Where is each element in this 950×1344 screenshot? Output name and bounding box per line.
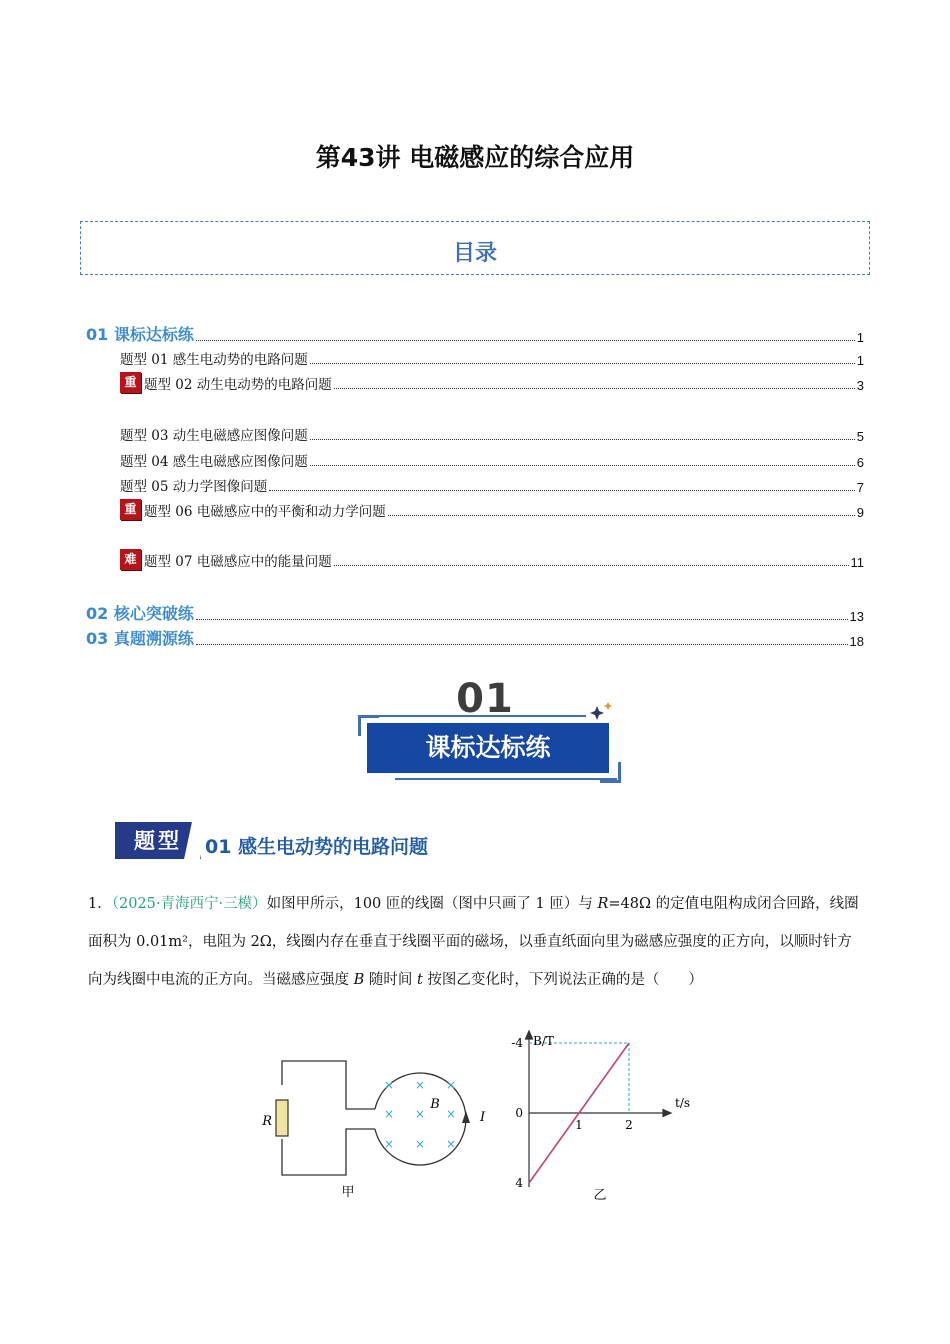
x-axis-label: t/s	[675, 1096, 691, 1110]
toc-item-label: 题型 05 动力学图像问题	[120, 479, 268, 495]
toc-page-number: 1	[856, 353, 864, 368]
toc-page-number: 3	[856, 378, 864, 393]
question-type-title: 01 感生电动势的电路问题	[205, 836, 429, 858]
svg-text:×: ×	[414, 1137, 426, 1151]
toc-section-label: 03 真题溯源练	[86, 629, 194, 648]
question-text	[88, 885, 863, 999]
toc-leader-dots	[334, 565, 849, 566]
toc-page-number: 9	[856, 505, 864, 520]
svg-text:×: ×	[445, 1137, 457, 1151]
toc-page-number: 18	[849, 634, 864, 649]
x-tick-label: 1	[575, 1118, 583, 1132]
svg-text:×: ×	[383, 1137, 395, 1151]
toc-page-number: 7	[856, 480, 864, 495]
question-text-part: 按图乙变化时，下列说法正确的是（ ）	[422, 972, 703, 988]
toc-section-row[interactable]	[86, 601, 864, 624]
section-number: 01	[456, 676, 514, 722]
y-axis-arrow	[526, 1031, 533, 1039]
toc-page-number: 1	[856, 330, 864, 345]
svg-text:×: ×	[383, 1078, 395, 1092]
toc-page-number: 5	[856, 429, 864, 444]
y-axis-label: B/T	[533, 1034, 554, 1048]
banner-bottom-rule	[395, 778, 617, 780]
toc-section-label: 01 课标达标练	[86, 325, 194, 344]
question-text-part: 随时间	[364, 972, 417, 988]
toc-leader-dots	[388, 515, 855, 516]
document-title: 第43讲 电磁感应的综合应用	[315, 143, 635, 172]
key-badge: 重	[120, 499, 141, 520]
toc-item-row[interactable]	[120, 499, 864, 520]
x-tick-label: 2	[625, 1118, 633, 1132]
toc-leader-dots	[196, 644, 848, 645]
bt-graph	[505, 1027, 705, 1209]
toc-item-label: 题型 03 动生电磁感应图像问题	[120, 428, 308, 444]
key-badge: 重	[120, 372, 141, 393]
y-tick-label: -4	[511, 1036, 523, 1050]
toc-item-label: 题型 01 感生电动势的电路问题	[120, 352, 308, 368]
question-source: （2025·青海西宁·三模）	[111, 896, 267, 912]
toc-item-label: 题型 04 感生电磁感应图像问题	[120, 454, 308, 470]
question-text-part: 如图甲所示，100 匝的线圈（图中只画了 1 匝）与	[266, 896, 598, 912]
toc-section-row[interactable]	[86, 626, 864, 649]
toc-item-label: 题型 06 电磁感应中的平衡和动力学问题	[144, 504, 386, 520]
toc-leader-dots	[310, 439, 855, 440]
toc-leader-dots	[196, 340, 855, 341]
toc-item-row[interactable]	[120, 372, 864, 393]
svg-text:×: ×	[383, 1107, 395, 1121]
figure-caption: 甲	[341, 1185, 355, 1200]
toc-item-row[interactable]	[120, 475, 864, 495]
field-label: B	[430, 1097, 440, 1112]
svg-text:×: ×	[414, 1107, 426, 1121]
resistor-symbol	[276, 1100, 288, 1136]
y-tick-label: 0	[515, 1106, 523, 1120]
toc-leader-dots	[310, 363, 855, 364]
toc-page-number: 11	[850, 555, 864, 570]
svg-text:×: ×	[445, 1107, 457, 1121]
question-type-tag: 题型	[115, 822, 201, 859]
toc-item-label: 题型 02 动生电动势的电路问题	[144, 377, 332, 393]
toc-item-row[interactable]	[120, 348, 864, 368]
toc-item-row[interactable]	[120, 450, 864, 470]
toc-item-row[interactable]	[120, 549, 864, 570]
figure-caption: 乙	[593, 1188, 607, 1203]
question-number: 1．	[88, 896, 112, 912]
toc-item-label: 题型 07 电磁感应中的能量问题	[144, 554, 332, 570]
toc-leader-dots	[310, 465, 855, 466]
x-axis-arrow	[663, 1110, 671, 1117]
toc-leader-dots	[196, 619, 848, 620]
toc-item-row[interactable]	[120, 424, 864, 444]
symbol-b: B	[353, 972, 365, 988]
question-text-part: =48Ω 的定值电阻构成闭合回路，线圈面积为 0.01m²，电阻为 2Ω，线圈内存在垂直于线圈平面的磁场，以垂直纸面向里为磁感应强度的正方向，以顺时针方向为线圈中电流的正方向。当磁感应强度	[88, 896, 859, 988]
symbol-t: t	[416, 972, 423, 988]
difficult-badge: 难	[120, 549, 141, 570]
banner-top-rule	[358, 715, 586, 717]
toc-section-row[interactable]	[86, 322, 864, 345]
toc-section-label: 02 核心突破练	[86, 604, 194, 623]
toc-leader-dots	[269, 490, 855, 491]
svg-text:×: ×	[445, 1078, 457, 1092]
symbol-r: R	[597, 896, 609, 912]
toc-page-number: 6	[856, 455, 864, 470]
toc-leader-dots	[334, 388, 855, 389]
circuit-diagram	[258, 1055, 498, 1205]
current-arrow	[462, 1111, 470, 1123]
svg-text:×: ×	[414, 1078, 426, 1092]
resistor-label: R	[262, 1114, 272, 1129]
y-tick-label: 4	[515, 1176, 523, 1190]
current-label: I	[480, 1110, 486, 1125]
toc-page-number: 13	[849, 609, 864, 624]
toc-heading: 目录	[452, 241, 497, 266]
section-banner-title: 课标达标练	[367, 723, 609, 773]
